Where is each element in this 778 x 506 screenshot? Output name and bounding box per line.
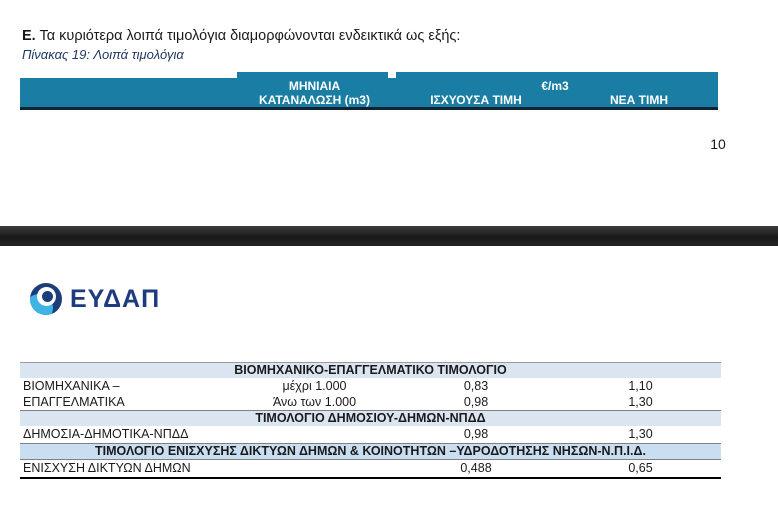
row-consumption: Άνω των 1.000 — [272, 395, 357, 409]
row-consumption — [237, 460, 392, 477]
row-current-price: 0,98 — [463, 427, 489, 441]
section-header-industrial: ΒΙΟΜΗΧΑΝΙΚΟ-ΕΠΑΓΓΕΛΜΑΤΙΚΟ ΤΙΜΟΛΟΓΙΟ — [20, 363, 721, 378]
row-current-price: 0,83 — [463, 379, 489, 393]
row-label: ΒΙΟΜΗΧΑΝΙΚΑ – — [23, 379, 120, 393]
row-new-price: 1,10 — [628, 379, 653, 393]
row-consumption: μέχρι 1.000 — [282, 379, 347, 393]
row-new-price: 0,65 — [628, 461, 653, 475]
rates-table-header — [20, 72, 718, 110]
intro-label: Ε. — [22, 27, 36, 44]
page-separator-bar — [0, 226, 778, 246]
row-current-price: 0,98 — [463, 395, 489, 409]
row-new-price: 1,30 — [628, 395, 653, 409]
row-current-price: 0,488 — [460, 461, 492, 475]
section-header-network-support: ΤΙΜΟΛΟΓΙΟ ΕΝΙΣΧΥΣΗΣ ΔΙΚΤΥΩΝ ΔΗΜΩΝ & ΚΟΙΝΟΤΗΤΩΝ –ΥΔΡΟΔΟΤΗΣΗΣ ΝΗΣΩΝ-Ν.Π.Ι.Δ. — [20, 443, 721, 460]
eydap-swirl-icon — [30, 283, 62, 315]
section-header-public: ΤΙΜΟΛΟΓΙΟ ΔΗΜΟΣΙΟΥ-ΔΗΜΩΝ-ΝΠΔΔ — [20, 410, 721, 426]
table-row — [20, 394, 721, 410]
rates-header-band — [20, 78, 718, 110]
table-row — [20, 426, 721, 443]
header-current-price: ΙΣΧΥΟΥΣΑ ΤΙΜΗ — [430, 93, 522, 107]
header-new-price: ΝΕΑ ΤΙΜΗ — [610, 93, 668, 107]
table-row — [20, 378, 721, 394]
header-consumption-line1: ΜΗΝΙΑΙΑ — [288, 79, 341, 93]
intro-text: Τα κυριότερα λοιπά τιμολόγια διαμορφώνονται ενδεικτικά ως εξής: — [35, 27, 461, 44]
row-label: ΔΗΜΟΣΙΑ-ΔΗΜΟΤΙΚΑ-ΝΠΔΔ — [23, 427, 189, 441]
row-label: ΕΠΑΓΓΕΛΜΑΤΙΚΑ — [23, 395, 125, 409]
page-number: 10 — [710, 136, 726, 152]
swirl-core-shape — [42, 291, 53, 302]
row-consumption — [237, 426, 392, 443]
tariff-table — [20, 362, 721, 479]
intro-paragraph — [22, 27, 460, 45]
row-label: ΕΝΙΣΧΥΣΗ ΔΙΚΤΥΩΝ ΔΗΜΩΝ — [23, 461, 191, 475]
header-consumption-line2: ΚΑΤΑΝΑΛΩΣΗ (m3) — [259, 93, 370, 107]
eydap-logo — [30, 283, 160, 315]
eydap-logo-text: ΕΥΔΑΠ — [70, 284, 161, 313]
header-unit: €/m3 — [541, 79, 569, 93]
table-row — [20, 460, 721, 479]
row-new-price: 1,30 — [628, 427, 653, 441]
table-caption: Πίνακας 19: Λοιπά τιμολόγια — [22, 47, 184, 62]
